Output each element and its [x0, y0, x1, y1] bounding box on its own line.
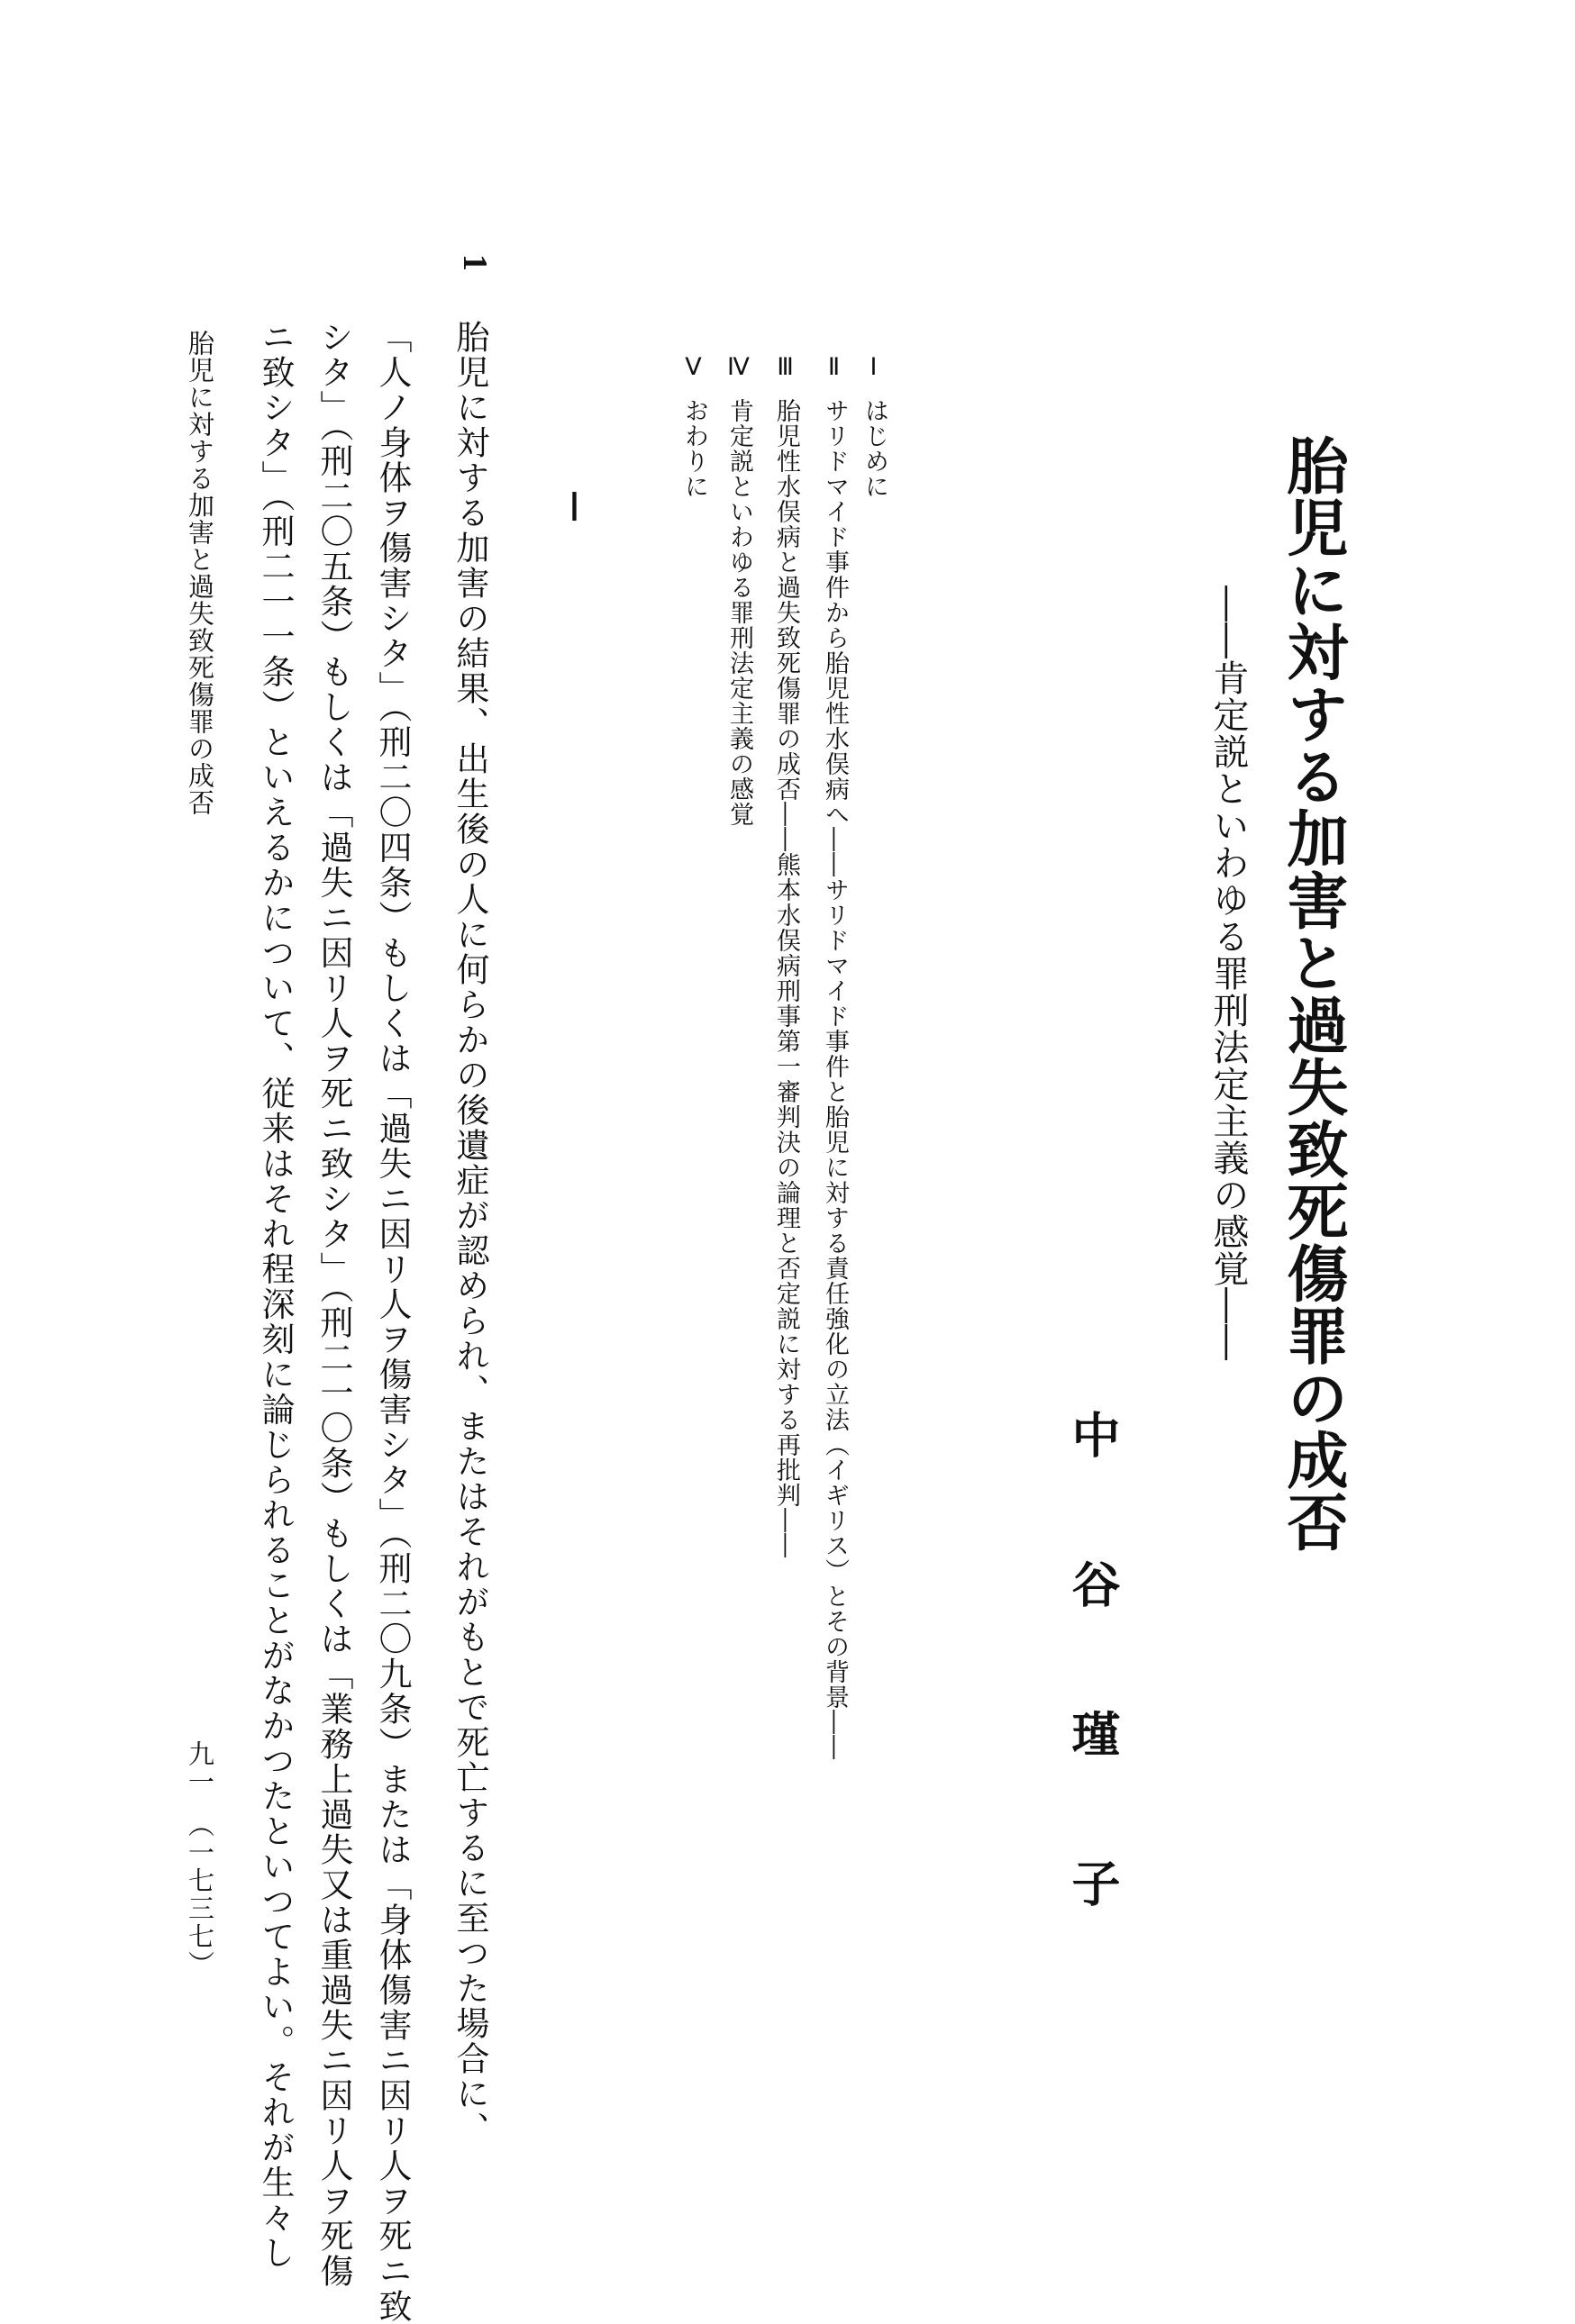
toc-number: Ⅳ	[725, 353, 752, 382]
article-title: 胎児に対する加害と過失致死傷罪の成否	[1277, 434, 1349, 1553]
section-heading: Ⅰ	[552, 485, 596, 531]
running-title: 胎児に対する加害と過失致死傷罪の成否	[185, 330, 215, 816]
toc-item	[681, 353, 706, 499]
toc-label: 胎児性水俣病と過失致死傷罪の成否――熊本水俣病刑事第一審判決の論理と否定説に対する再批判――	[772, 398, 800, 1558]
body-line: シタ」（刑二〇五条）もしくは「過失ニ因リ人ヲ死ニ致シタ」（刑二一〇条）もしくは「業務上過失又は重過失ニ因リ人ヲ死傷	[314, 320, 353, 2289]
page-number: 九一 （一七三七）	[185, 1740, 215, 1979]
author-name: 中谷瑾子	[1064, 1410, 1122, 2008]
toc-number: Ⅲ	[772, 353, 799, 382]
toc-label: サリドマイド事件から胎児性水俣病へ――サリドマイド事件と胎児に対する責任強化の立法（イギリス）とその背景――	[821, 398, 849, 1760]
toc-number: Ⅱ	[821, 353, 848, 382]
toc-item	[773, 353, 798, 1558]
toc-item	[726, 353, 751, 827]
paragraph-number: 1	[456, 254, 494, 271]
toc-label: おわりに	[680, 398, 708, 499]
body-line: 胎児に対する加害の結果、出生後の人に何らかの後遺症が認められ、またはそれがもとで死亡するに至つた場合に、	[451, 320, 489, 2147]
toc-label: はじめに	[860, 398, 888, 499]
toc-item	[861, 353, 887, 499]
toc-number: Ⅴ	[680, 353, 707, 382]
toc-item	[822, 353, 847, 1760]
toc-number: Ⅰ	[860, 353, 888, 382]
body-line: 「人ノ身体ヲ傷害シタ」（刑二〇四条）もしくは「過失ニ因リ人ヲ傷害シタ」（刑二〇九条）または「身体傷害ニ因リ人ヲ死ニ致	[373, 320, 412, 2324]
toc-label: 肯定説といわゆる罪刑法定主義の感覚	[725, 398, 753, 827]
body-line: ニ致シタ」（刑二一一条）といえるかについて、従来はそれ程深刻に論じられることがなかつたといつてよい。それが生々し	[256, 320, 295, 2271]
article-subtitle: ――肯定説といわゆる罪刑法定主義の感覚――	[1207, 586, 1249, 1361]
